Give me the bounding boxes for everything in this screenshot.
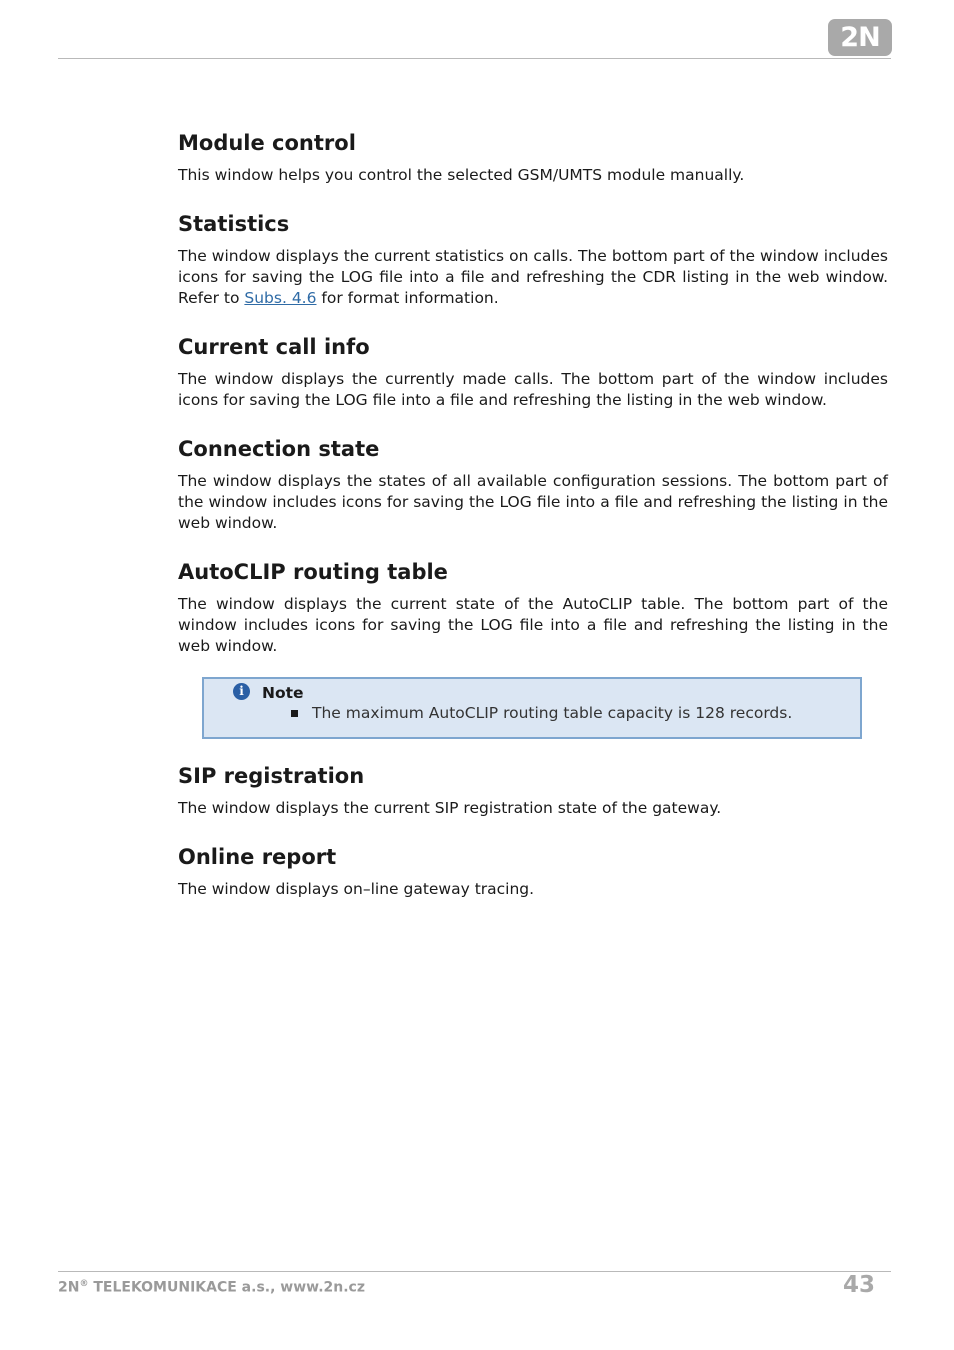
section-text-connection-state: The window displays the states of all available configuration sessions. The bottom part of the window includes icons for saving the LOG file into a file and refreshing the listing in the web window.	[178, 472, 888, 532]
section-title-current-call-info: Current call info	[178, 335, 370, 359]
note-box	[202, 677, 862, 739]
document-body	[178, 130, 888, 925]
section-title-autoclip-routing-table: AutoCLIP routing table	[178, 560, 448, 584]
bullet-icon	[291, 710, 298, 717]
section-title-statistics: Statistics	[178, 212, 290, 236]
footer-company: 2N® TELEKOMUNIKACE a.s., www.2n.cz	[58, 1279, 365, 1296]
section-text-online-report: The window displays on–line gateway tracing.	[178, 880, 535, 898]
section-title-sip-registration: SIP registration	[178, 764, 365, 788]
section-text-current-call-info: The window displays the currently made calls. The bottom part of the window includes icons for saving the LOG file into a file and refreshing the listing in the web window.	[178, 370, 888, 409]
header-divider	[58, 58, 891, 59]
subs-4-6-link[interactable]: Subs. 4.6	[244, 289, 317, 307]
section-text-autoclip-routing-table: The window displays the current state of the AutoCLIP table. The bottom part of the window includes icons for saving the LOG file into a file and refreshing the listing in the web window.	[178, 595, 888, 655]
note-title: Note	[262, 684, 304, 702]
section-title-module-control: Module control	[178, 131, 356, 155]
note-item-text: The maximum AutoCLIP routing table capacity is 128 records.	[312, 704, 793, 722]
note-list-item	[204, 703, 850, 723]
section-text-statistics: The window displays the current statistics on calls. The bottom part of the window includes icons for saving the LOG file into a file and refreshing the CDR listing in the web window. Refer to Subs. 4.6 for format information.	[178, 247, 888, 307]
info-icon: i	[233, 683, 250, 700]
section-text-module-control: This window helps you control the selected GSM/UMTS module manually.	[178, 166, 745, 184]
section-title-online-report: Online report	[178, 845, 337, 869]
section-title-connection-state: Connection state	[178, 437, 380, 461]
brand-logo: 2N	[828, 19, 892, 56]
page-number: 43	[842, 1272, 875, 1298]
section-text-sip-registration: The window displays the current SIP registration state of the gateway.	[178, 799, 722, 817]
footer-divider	[58, 1271, 891, 1272]
